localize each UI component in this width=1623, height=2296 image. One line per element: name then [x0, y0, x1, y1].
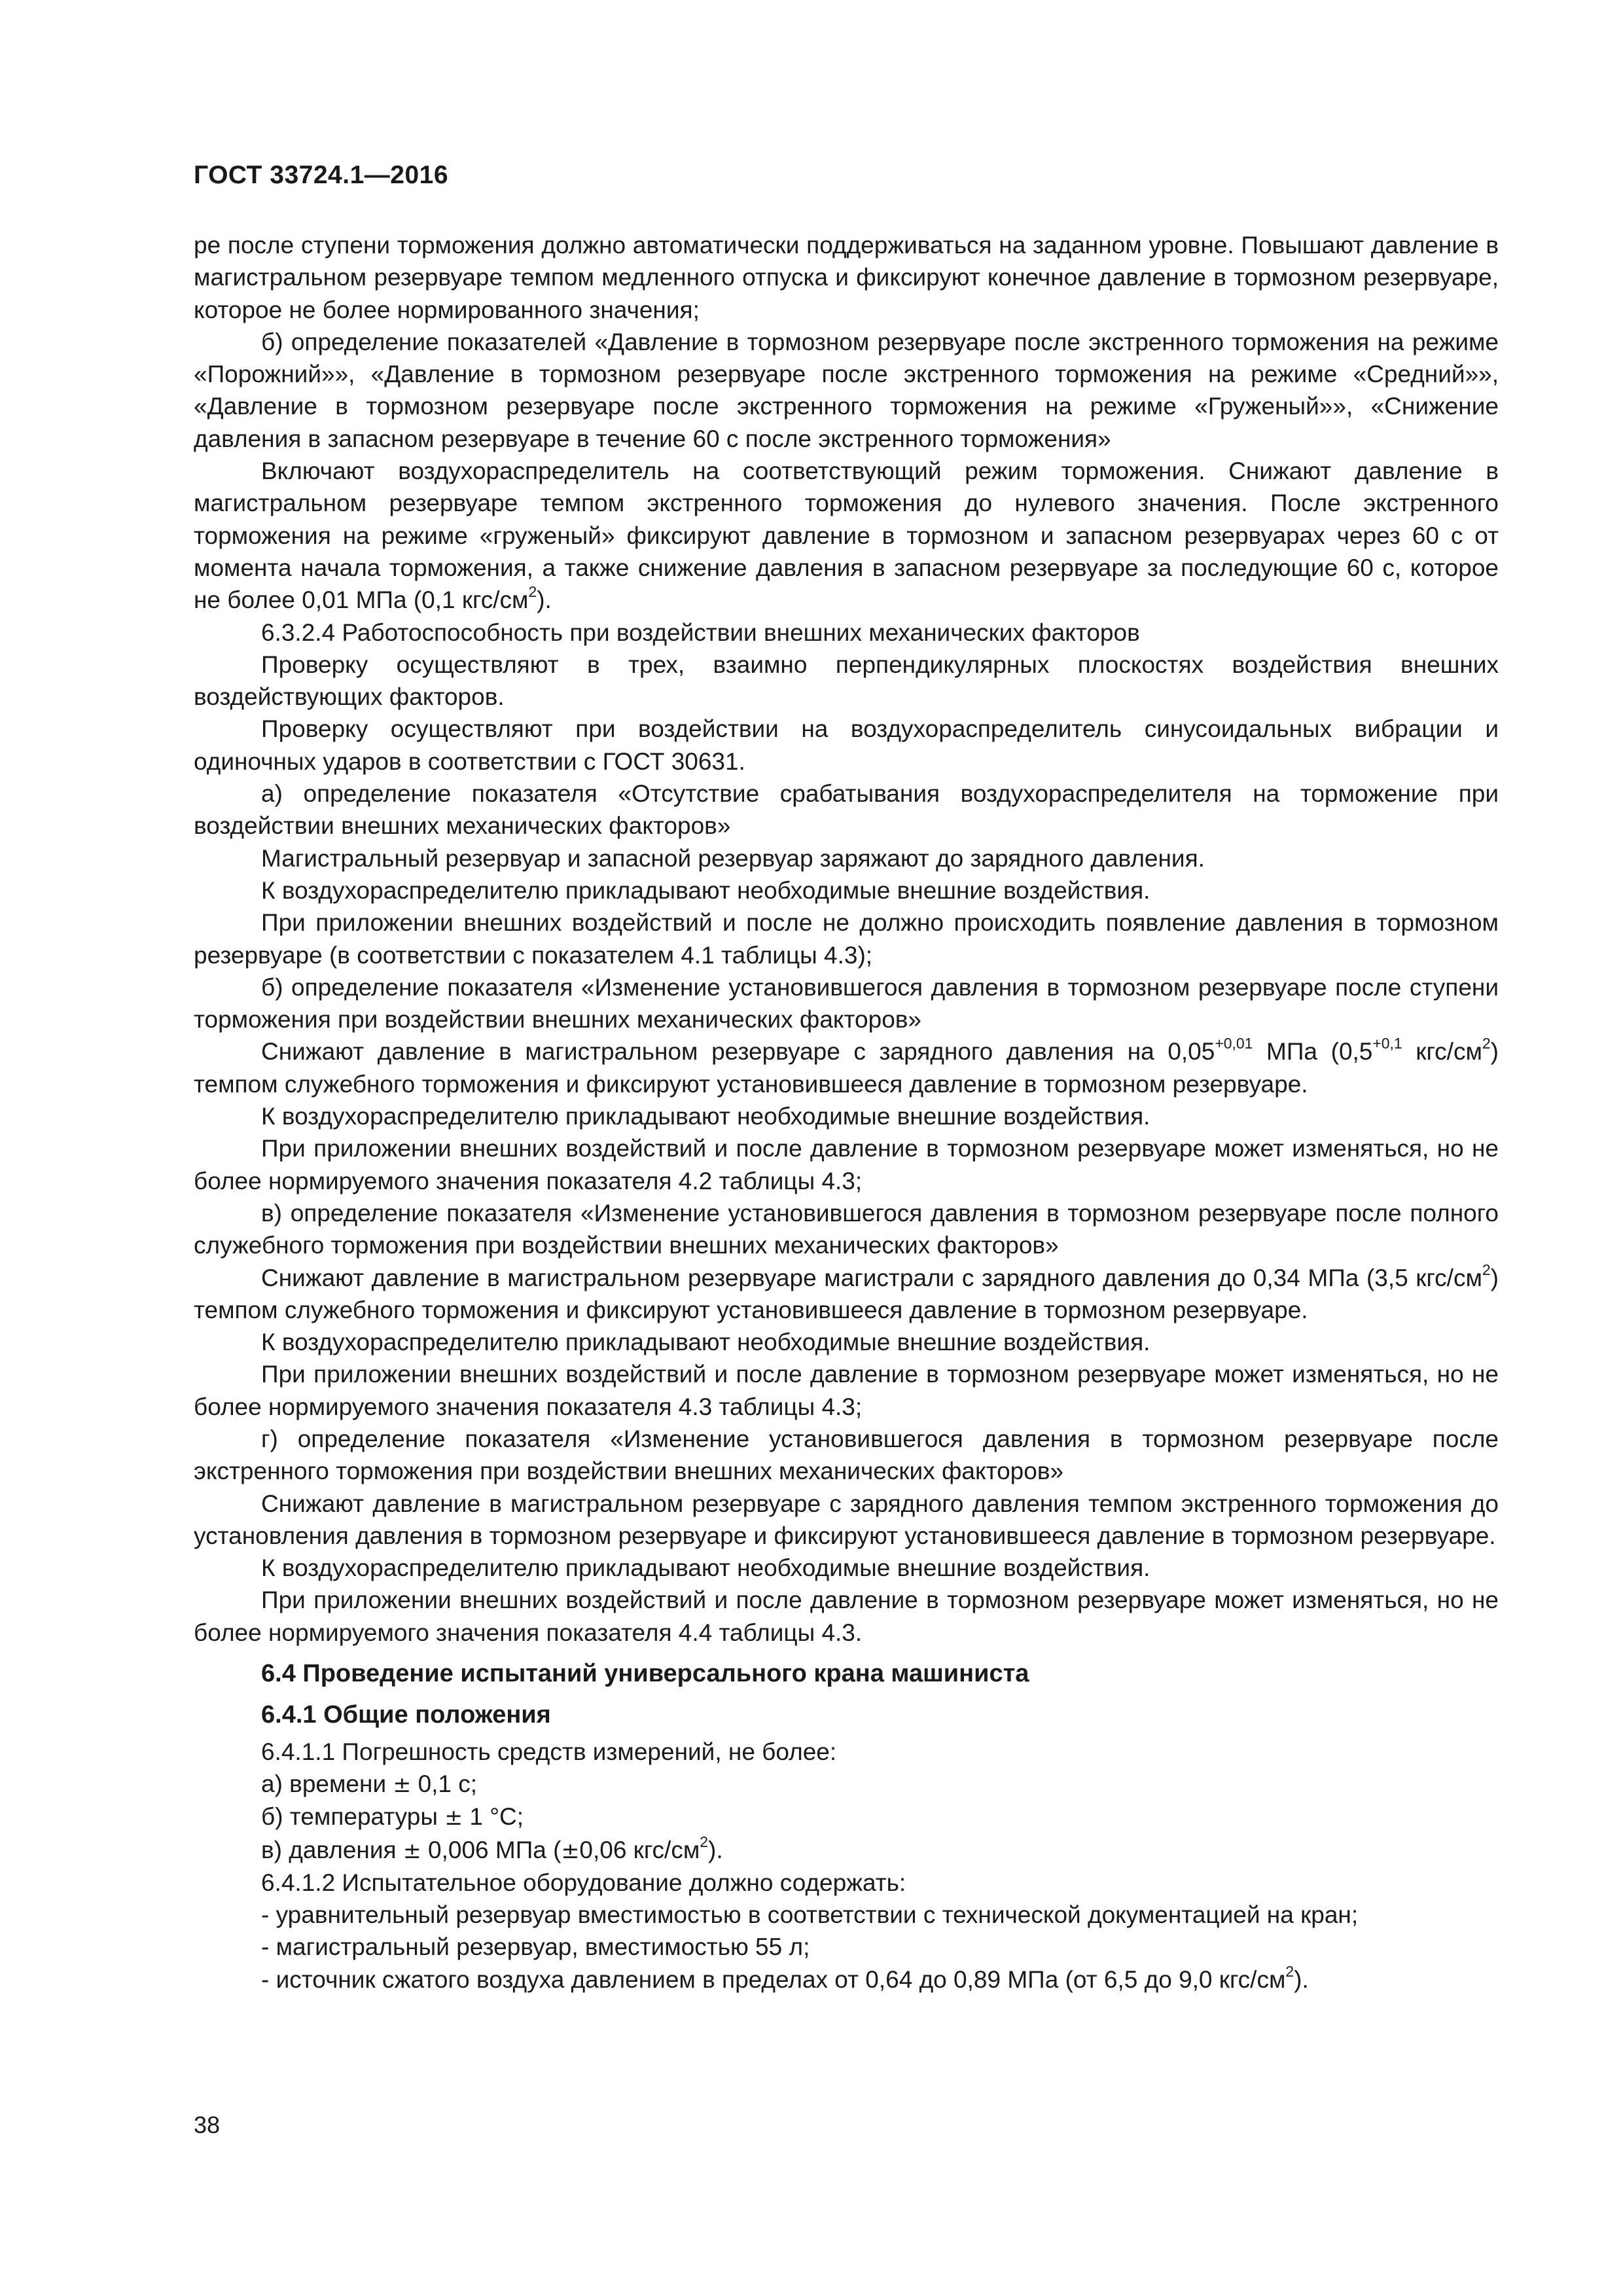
- paragraph: При приложении внешних воздействий и после давление в тормозном резервуаре может изменяться, но не более нормируемого значения показателя 4.3 таблицы 4.3;: [194, 1361, 1499, 1420]
- paragraph: К воздухораспределителю прикладывают необходимые внешние воздействия.: [261, 1554, 1150, 1582]
- text-run: в) давления: [261, 1836, 403, 1863]
- list-item: - магистральный резервуар, вместимостью 55 л;: [261, 1933, 810, 1961]
- paragraph: При приложении внешних воздействий и после давление в тормозном резервуаре может изменяться, но не более нормируемого значения показателя 4.4 таблицы 4.3.: [194, 1587, 1499, 1646]
- paragraph: а) определение показателя «Отсутствие срабатывания воздухораспределителя на торможение при воздействии внешних механических факторов»: [194, 780, 1499, 840]
- plus-minus-sign: ±: [561, 1837, 580, 1863]
- text-run: б) температуры: [261, 1803, 445, 1831]
- paragraph: К воздухораспределителю прикладывают необходимые внешние воздействия.: [261, 1329, 1150, 1356]
- paragraph: При приложении внешних воздействий и после давление в тормозном резервуаре может изменяться, но не более нормируемого значения показателя 4.2 таблицы 4.3;: [194, 1135, 1499, 1194]
- paragraph: Проверку осуществляют при воздействии на воздухораспределитель синусоидальных вибрации и одиночных ударов в соответствии с ГОСТ 30631.: [194, 715, 1499, 775]
- page-number: 38: [194, 2111, 221, 2138]
- section-heading: 6.4 Проведение испытаний универсального крана машиниста: [261, 1660, 1029, 1688]
- text-run: 0,1 с;: [411, 1770, 478, 1797]
- text-run: МПа (0,5: [1253, 1038, 1373, 1066]
- paragraph: ре после ступени торможения должно автоматически поддерживаться на заданном уровне. Повышают давление в магистральном резервуаре темпом медленного отпуска и фиксируют конечное давление в тормозном резервуаре, которое не более нормированного значения;: [194, 232, 1499, 323]
- subsection-heading: 6.4.1 Общие положения: [261, 1701, 551, 1729]
- text-run: 1 °С;: [463, 1803, 524, 1831]
- plus-minus-sign: ±: [393, 1771, 412, 1797]
- paragraph: г) определение показателя «Изменение установившегося давления в тормозном резервуаре после экстренного торможения при воздействии внешних механических факторов»: [194, 1425, 1499, 1485]
- clause-title: 6.4.1.2 Испытательное оборудование должно содержать:: [261, 1869, 906, 1896]
- plus-minus-sign: ±: [402, 1837, 421, 1863]
- text-run: ) темпом служебного торможения и фиксируют установившееся давление в тормозном резервуаре.: [194, 1264, 1499, 1323]
- document-body: [194, 229, 1499, 1996]
- superscript: 2: [1285, 1962, 1294, 1980]
- superscript: 2: [700, 1833, 709, 1850]
- list-item: [194, 1801, 1499, 1833]
- paragraph: в) определение показателя «Изменение установившегося давления в тормозном резервуаре после полного служебного торможения при воздействии внешних механических факторов»: [194, 1199, 1499, 1259]
- text-run: Включают воздухораспределитель на соответствующий режим торможения. Снижают давление в магистральном резервуаре темпом экстренного торможения до нулевого значения. После экстренного торможения на режиме «груженый» фиксируют давление в тормозном и запасном резервуарах через 60 с от момента начала торможения, а также снижение давления в запасном резервуаре за последующие 60 с, которое не более 0,01 МПа (0,1 кгс/см: [194, 457, 1499, 614]
- clause-title: 6.3.2.4 Работоспособность при воздействии внешних механических факторов: [261, 619, 1140, 646]
- paragraph: б) определение показателя «Изменение установившегося давления в тормозном резервуаре после ступени торможения при воздействии внешних механических факторов»: [194, 973, 1499, 1033]
- paragraph: При приложении внешних воздействий и после не должно происходить появление давления в тормозном резервуаре (в соответствии с показателем 4.1 таблицы 4.3);: [194, 909, 1499, 969]
- text-run: 0,06 кгс/см: [579, 1836, 700, 1863]
- text-run: а) времени: [261, 1770, 393, 1797]
- superscript: +0,01: [1215, 1035, 1253, 1052]
- clause-title: 6.4.1.1 Погрешность средств измерений, не более:: [261, 1738, 837, 1765]
- paragraph: Снижают давление в магистральном резервуаре с зарядного давления темпом экстренного торможения до установления давления в тормозном резервуаре и фиксируют установившееся давление в тормозном резервуаре.: [194, 1490, 1499, 1549]
- list-item: [194, 1768, 1499, 1801]
- paragraph: К воздухораспределителю прикладывают необходимые внешние воздействия.: [261, 1103, 1150, 1130]
- paragraph: [194, 455, 1499, 616]
- paragraph: К воздухораспределителю прикладывают необходимые внешние воздействия.: [261, 876, 1150, 904]
- text-run: ).: [1294, 1965, 1309, 1993]
- paragraph: Магистральный резервуар и запасной резервуар заряжают до зарядного давления.: [261, 844, 1205, 872]
- text-run: кгс/см: [1402, 1038, 1482, 1066]
- paragraph: б) определение показателей «Давление в тормозном резервуаре после экстренного торможения на режиме «Порожний»», «Давление в тормозном резервуаре после экстренного торможения на режиме «Средний»», «Давление в тормозном резервуаре после экстренного торможения на режиме «Груженый»», «Снижение давления в запасном резервуаре в течение 60 с после экстренного торможения»: [194, 328, 1499, 452]
- text-run: ).: [537, 586, 552, 614]
- text-run: 0,006 МПа (: [421, 1836, 562, 1863]
- document-header: ГОСТ 33724.1—2016: [194, 161, 449, 189]
- list-item: [194, 1834, 1499, 1867]
- superscript: 2: [1482, 1035, 1491, 1052]
- text-run: ) темпом служебного торможения и фиксируют установившееся давление в тормозном резервуаре.: [194, 1038, 1499, 1098]
- superscript: 2: [528, 583, 537, 601]
- plus-minus-sign: ±: [444, 1804, 463, 1831]
- paragraph: Проверку осуществляют в трех, взаимно перпендикулярных плоскостях воздействия внешних воздействующих факторов.: [194, 651, 1499, 711]
- superscript: +0,1: [1372, 1035, 1402, 1052]
- paragraph: [194, 1262, 1499, 1327]
- list-item: - уравнительный резервуар вместимостью в соответствии с технической документацией на кран;: [261, 1901, 1359, 1929]
- superscript: 2: [1482, 1261, 1491, 1278]
- text-run: - источник сжатого воздуха давлением в пределах от 0,64 до 0,89 МПа (от 6,5 до 9,0 кгс/см: [261, 1965, 1286, 1993]
- text-run: Снижают давление в магистральном резервуаре магистрали с зарядного давления до 0,34 МПа (3,5 кгс/см: [261, 1264, 1482, 1291]
- text-run: Снижают давление в магистральном резервуаре с зарядного давления на 0,05: [261, 1038, 1215, 1066]
- list-item: [194, 1964, 1499, 1996]
- text-run: ).: [708, 1836, 723, 1863]
- paragraph: [194, 1035, 1499, 1100]
